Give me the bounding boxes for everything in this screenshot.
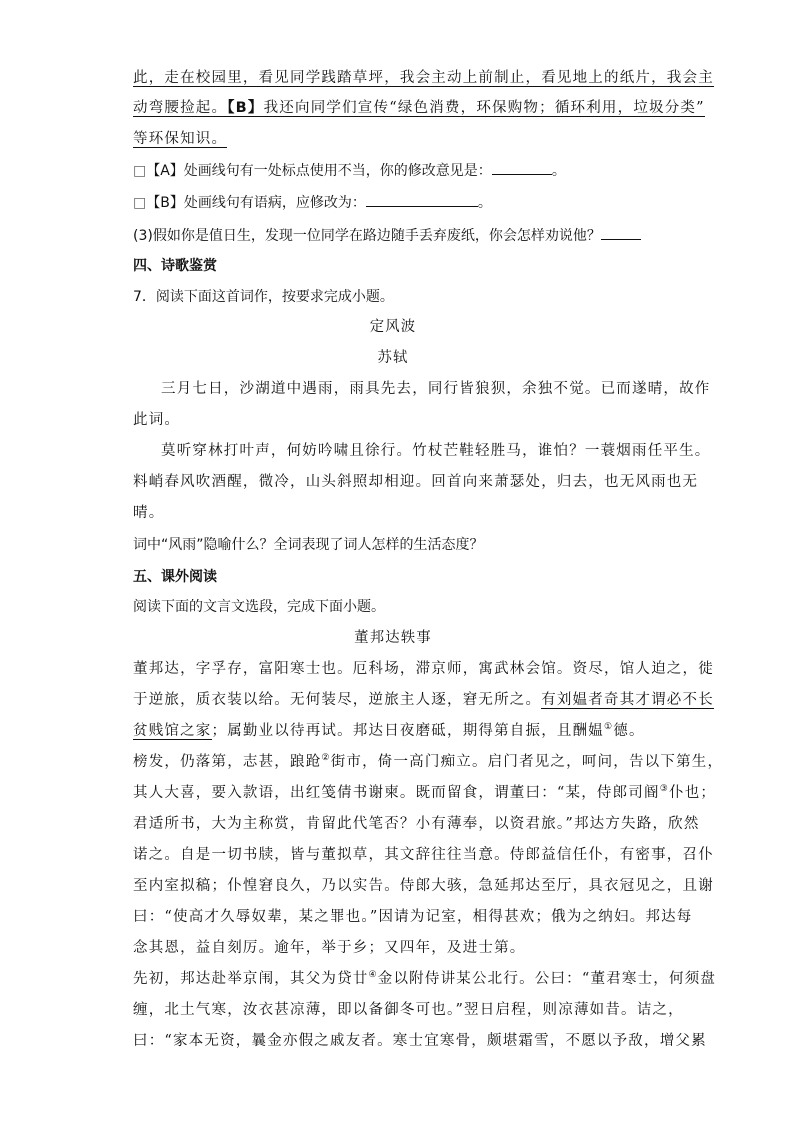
question-3: (3)假如你是值日生，发现一位同学在路边随手丢弃废纸，你会怎样劝说他？ <box>133 225 641 246</box>
section-heading: 五、课外阅读 <box>133 569 217 585</box>
question-a: □【A】处画线句有一处标点使用不当，你的修改意见是： 。 <box>133 160 566 181</box>
poem-verse: 料峭春风吹酒醒，微冷，山头斜照却相迎。回首向来萧瑟处，归去，也无风雨也无 <box>133 474 699 490</box>
underlined-sentence: 有刘媪者奇其才谓必不长 <box>541 692 714 708</box>
poem-preface: 此词。 <box>133 412 181 428</box>
text-line: 先初，邦达赴举京闱，其父为贷廿④金以附侍讲某公北行。公曰：“董君寒士，何须盘 <box>133 970 717 987</box>
text-line: 曰：“家本无资，曩金亦假之戚友者。寒士宜寒骨，颇堪霜雪，不愿以予敌，增父累 <box>133 1033 707 1049</box>
text-line: 董邦达，字孚存，富阳寒士也。厄科场，滞京师，寓武林会馆。资尽，馆人迫之，徙 <box>133 661 714 677</box>
text-line: 曰：“使高才久辱奴辈，某之罪也。”因请为记室，相得甚欢；俄为之纳妇。邦达每 <box>133 909 693 925</box>
text-line: 君适所书，大为主称赏，肯留此代笔否？小有薄奉，以资君旅。”邦达方失路，欣然 <box>133 816 700 832</box>
marker-b: 【B】 <box>227 100 264 116</box>
footnote-mark: ③ <box>659 784 669 795</box>
footnote-mark: ② <box>321 753 331 764</box>
text-line: 诺之。自是一切书牍，皆与董拟草，其文辞往往当意。侍郎益信任仆，有密事，召仆 <box>133 847 714 863</box>
section-heading: 四、诗歌鉴赏 <box>133 258 217 274</box>
answer-blank[interactable] <box>601 225 641 240</box>
poem-preface: 三月七日，沙湖道中遇雨，雨具先去，同行皆狼狈，余独不觉。已而遂晴，故作 <box>161 381 711 397</box>
box-icon: □ <box>133 195 147 211</box>
answer-blank[interactable] <box>366 192 478 207</box>
box-icon: □ <box>133 163 147 179</box>
question-b: □【B】处画线句有语病，应修改为： 。 <box>133 192 492 213</box>
poem-verse: 晴。 <box>133 505 165 521</box>
poem-author: 苏轼 <box>377 350 409 366</box>
text-line: 动弯腰捡起。【B】我还向同学们宣传“绿色消费，环保购物；循环利用，垃圾分类” <box>133 100 705 116</box>
text-line: 其人大喜，要入款语，出红笺倩书谢柬。既而留食，谓董曰：“某，侍郎司阍③仆也； <box>133 784 717 801</box>
footnote-mark: ④ <box>368 970 378 981</box>
answer-blank[interactable] <box>492 160 552 175</box>
text-line: 缠，北土气寒，汝衣甚凉薄，即以备御冬可也。”翌日启程，则凉薄如昔。诘之， <box>133 1002 684 1018</box>
text-line: 榜发，仍落第，志甚，踉跄②街市，倚一高门痴立。启门者见之，呵问，告以下第生， <box>133 753 724 770</box>
poem-verse: 莫听穿林打叶声，何妨吟啸且徐行。竹杖芒鞋轻胜马，谁怕？一蓑烟雨任平生。 <box>161 443 711 459</box>
text-line: 贫贱馆之家；属勤业以待再试。邦达日夜磨砥，期得第自振，且酬媪①德。 <box>133 722 645 739</box>
poem-title: 定风波 <box>369 319 417 335</box>
text-title: 董邦达轶事 <box>354 630 432 646</box>
footnote-mark: ① <box>604 722 614 733</box>
text-line: 念其恩，益自刻厉。逾年，举于乡；又四年，及进士第。 <box>133 940 526 956</box>
text-line: 至内室拟稿；仆惶窘良久，乃以实告。侍郎大骇，急延邦达至厅，具衣冠见之，且谢 <box>133 878 714 894</box>
text-line: 此，走在校园里，看见同学践踏草坪，我会主动上前制止，看见地上的纸片，我会主 <box>133 70 714 86</box>
poem-question: 词中“风雨”隐喻什么？全词表现了词人怎样的生活态度？ <box>133 537 484 553</box>
text-line: 于逆旅，质衣装以给。无何装尽，逆旅主人逐，窘无所之。有刘媪者奇其才谓必不长 <box>133 692 714 708</box>
underlined-sentence: 贫贱馆之家 <box>133 723 212 739</box>
question-7: 7．阅读下面这首词作，按要求完成小题。 <box>133 289 394 305</box>
reading-intro: 阅读下面的文言文选段，完成下面小题。 <box>133 599 385 615</box>
text-line: 等环保知识。 <box>133 131 228 147</box>
